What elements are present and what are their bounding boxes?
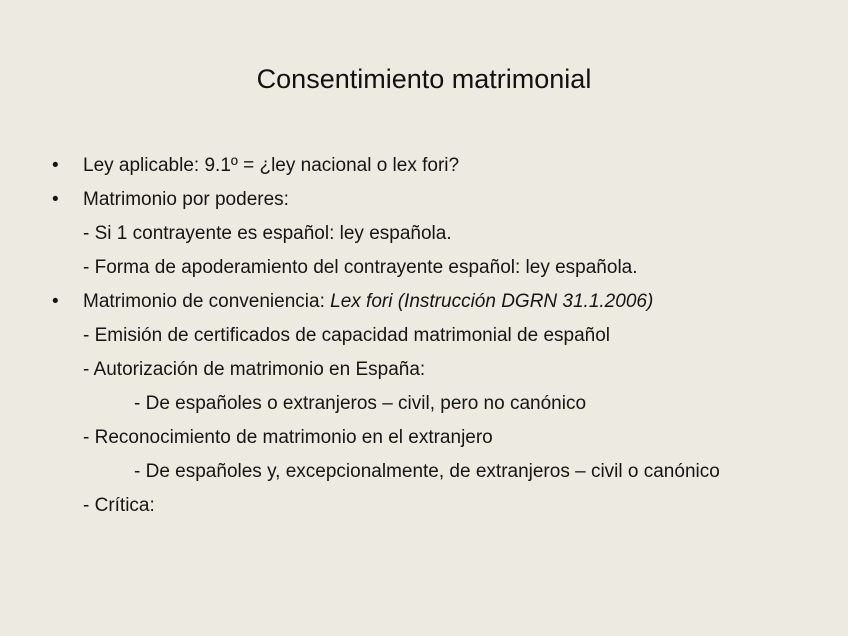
text-line-sub-1: - Si 1 contrayente es español: ley española. — [83, 223, 452, 244]
bullet-1: • — [52, 155, 59, 176]
text-line-critica: - Crítica: — [83, 495, 155, 516]
bullet-3: • — [52, 291, 59, 312]
text-line-conveniencia-prefix: Matrimonio de conveniencia: — [83, 291, 331, 312]
text-line-reconocimiento: - Reconocimiento de matrimonio en el extranjero — [83, 427, 493, 448]
text-line-autorizacion: - Autorización de matrimonio en España: — [83, 359, 426, 380]
slide-title: Consentimiento matrimonial — [256, 64, 592, 94]
text-line-ley-aplicable: Ley aplicable: 9.1º = ¿ley nacional o lex fori? — [83, 155, 460, 176]
bullet-2: • — [52, 189, 59, 210]
text-line-emision: - Emisión de certificados de capacidad matrimonial de español — [83, 325, 610, 346]
text-line-sub-2: - Forma de apoderamiento del contrayente español: ley española. — [83, 257, 638, 278]
text-line-conveniencia — [83, 289, 653, 315]
text-line-autorizacion-sub: - De españoles o extranjeros – civil, pero no canónico — [134, 393, 587, 414]
text-line-matrimonio-poderes: Matrimonio por poderes: — [83, 189, 289, 210]
text-line-conveniencia-italic: Lex fori (Instrucción DGRN 31.1.2006) — [330, 291, 654, 312]
text-line-reconocimiento-sub: - De españoles y, excepcionalmente, de extranjeros – civil o canónico — [134, 461, 720, 482]
